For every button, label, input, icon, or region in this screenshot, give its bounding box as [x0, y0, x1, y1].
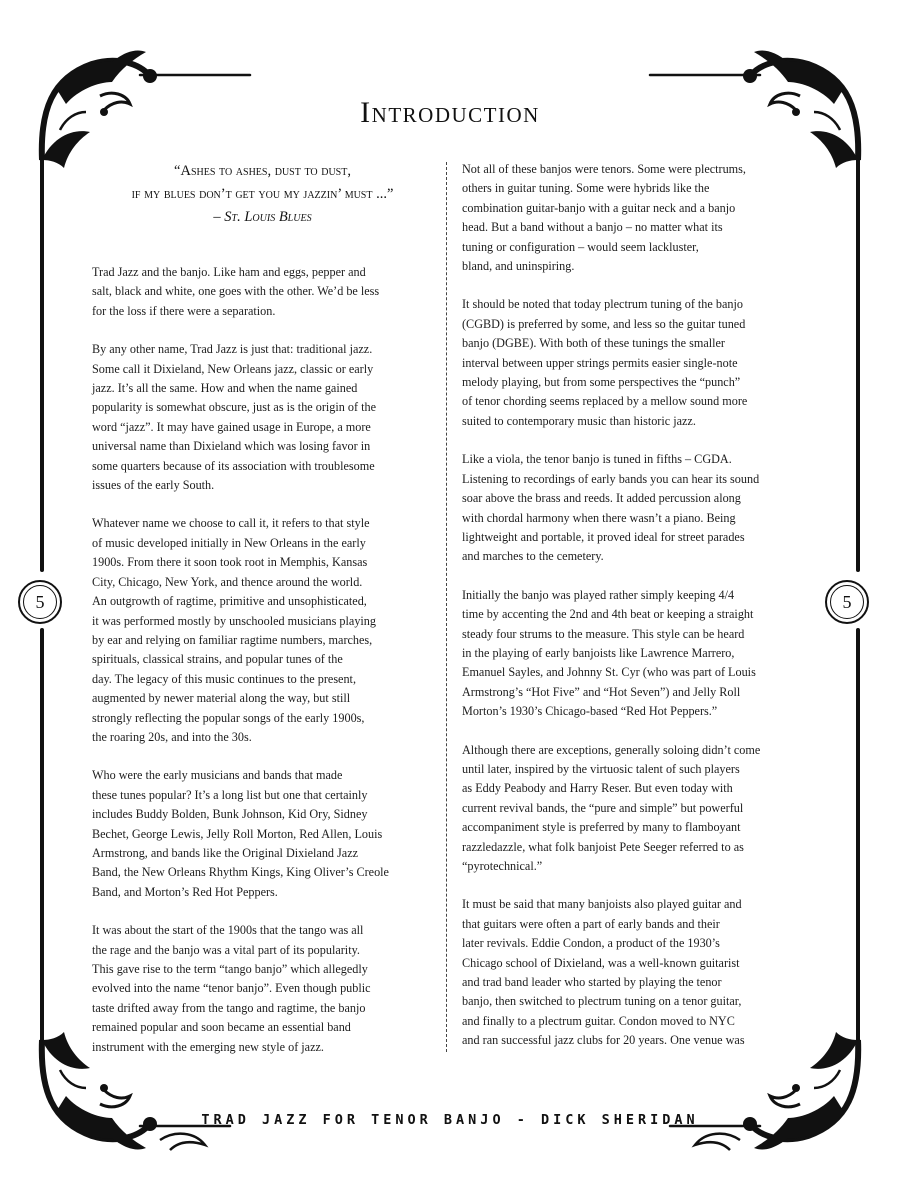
- text-line: razzledazzle, what folk banjoist Pete Seeger referred to as: [462, 839, 744, 854]
- text-line: City, Chicago, New York, and thence around the world.: [92, 574, 363, 589]
- paragraph: [92, 766, 432, 902]
- text-line: universal name than Dixieland which was losing favor in: [92, 439, 371, 454]
- text-line: that guitars were often a part of early bands and their: [462, 916, 720, 931]
- text-line: Band, and Morton’s Red Hot Peppers.: [92, 884, 278, 899]
- text-line: Trad Jazz and the banjo. Like ham and eggs, pepper and: [92, 265, 366, 279]
- text-line: By any other name, Trad Jazz is just that: traditional jazz.: [92, 342, 373, 357]
- text-line: taste drifted away from the tango and ragtime, the banjo: [92, 1000, 366, 1015]
- text-line: spirituals, classical strains, and popular tunes of the: [92, 652, 343, 667]
- text-line: later revivals. Eddie Condon, a product of the 1930’s: [462, 936, 720, 951]
- text-line: in the playing of early banjoists like Lawrence Marrero,: [462, 645, 735, 660]
- paragraph: [92, 921, 432, 1057]
- epigraph-line-1: “Ashes to ashes, dust to dust,: [174, 163, 351, 179]
- text-line: evolved into the name “tenor banjo”. Even though public: [92, 981, 371, 996]
- text-line: word “jazz”. It may have gained usage in Europe, a more: [92, 419, 371, 434]
- text-line: Armstrong, and bands like the Original Dixieland Jazz: [92, 845, 359, 860]
- text-line: as Eddy Peabody and Harry Reser. But even today with: [462, 781, 733, 796]
- text-line: Band, the New Orleans Rhythm Kings, King Oliver’s Creole: [92, 865, 389, 880]
- text-line: Bechet, George Lewis, Jelly Roll Morton, Red Allen, Louis: [92, 826, 383, 841]
- epigraph-source: – St. Louis Blues: [213, 209, 312, 225]
- text-line: remained popular and soon became an essential band: [92, 1020, 351, 1035]
- text-line: and finally to a plectrum guitar. Condon moved to NYC: [462, 1013, 735, 1028]
- text-line: and marches to the cemetery.: [462, 549, 604, 564]
- text-line: for the loss if there were a separation.: [92, 303, 276, 318]
- text-line: until later, inspired by the virtuosic talent of such players: [462, 761, 740, 776]
- text-line: time by accenting the 2nd and 4th beat or keeping a straight: [462, 607, 754, 622]
- text-line: interval between upper strings permits easier single-note: [462, 355, 738, 370]
- text-line: lightweight and portable, it proved ideal for street parades: [462, 529, 745, 544]
- text-line: melody playing, but from some perspectives the “punch”: [462, 375, 741, 390]
- text-line: the rage and the banjo was a vital part of its popularity.: [92, 942, 360, 957]
- text-line: of tenor chording seems replaced by a mellow sound more: [462, 394, 748, 409]
- text-line: Initially the banjo was played rather simply keeping 4/4: [462, 587, 735, 602]
- text-line: popularity is somewhat obscure, just as is the origin of the: [92, 400, 376, 415]
- text-line: suited to contemporary music than historic jazz.: [462, 413, 696, 428]
- paragraph: [92, 263, 432, 321]
- text-line: soar above the brass and reeds. It added percussion along: [462, 491, 741, 506]
- text-line: augmented by newer material along the way, but still: [92, 691, 351, 706]
- page-title: Introduction: [360, 96, 540, 129]
- text-line: strongly reflecting the popular songs of the early 1900s,: [92, 710, 365, 725]
- text-line: It was about the start of the 1900s that the tango was all: [92, 923, 364, 938]
- text-line: bland, and uninspiring.: [462, 259, 575, 274]
- page-number-right: 5: [825, 580, 869, 624]
- text-line: day. The legacy of this music continues to the present,: [92, 671, 356, 686]
- text-line: current revival bands, the “pure and simple” but powerful: [462, 800, 744, 815]
- text-line: This gave rise to the term “tango banjo” which allegedly: [92, 962, 368, 976]
- paragraph: [462, 586, 807, 722]
- text-line: and trad band leader who started by playing the tenor: [462, 975, 722, 990]
- text-line: accompaniment style is preferred by many to flamboyant: [462, 820, 741, 835]
- text-line: jazz. It’s all the same. How and when the name gained: [92, 381, 358, 396]
- text-line: combination guitar-banjo with a guitar neck and a banjo: [462, 200, 736, 215]
- text-line: An outgrowth of ragtime, primitive and unsophisticated,: [92, 594, 367, 609]
- text-line: Who were the early musicians and bands that made: [92, 768, 343, 783]
- text-line: Morton’s 1930’s Chicago-based “Red Hot Peppers.”: [462, 704, 718, 719]
- text-line: of music developed initially in New Orleans in the early: [92, 535, 366, 550]
- text-line: It must be said that many banjoists also played guitar and: [462, 897, 742, 912]
- epigraph-line-2: if my blues don’t get you my jazzin’ must ...”: [131, 186, 394, 202]
- left-text-column: [92, 263, 432, 1076]
- text-line: Like a viola, the tenor banjo is tuned in fifths – CGDA.: [462, 452, 732, 467]
- paragraph: [92, 340, 432, 495]
- text-line: these tunes popular? It’s a long list but one that certainly: [92, 787, 368, 802]
- text-line: steady four strums to the measure. This style can be heard: [462, 626, 745, 641]
- text-line: and ran successful jazz clubs for 20 years. One venue was: [462, 1033, 745, 1048]
- text-line: salt, black and white, one goes with the other. We’d be less: [92, 284, 380, 299]
- text-line: tuning or configuration – would seem lackluster,: [462, 239, 699, 254]
- column-divider: [446, 162, 447, 1052]
- text-line: Although there are exceptions, generally soloing didn’t come: [462, 742, 761, 757]
- text-line: head. But a band without a banjo – no matter what its: [462, 220, 723, 235]
- text-line: Armstrong’s “Hot Five” and “Hot Seven”) and Jelly Roll: [462, 684, 741, 699]
- text-line: banjo, then switched to plectrum tuning on a tenor guitar,: [462, 994, 742, 1009]
- text-line: Some call it Dixieland, New Orleans jazz, classic or early: [92, 361, 374, 376]
- running-footer: TRAD JAZZ FOR TENOR BANJO - DICK SHERIDAN: [201, 1112, 699, 1128]
- text-line: some quarters because of its association with troublesome: [92, 458, 375, 473]
- text-line: issues of the early South.: [92, 478, 215, 493]
- text-line: Emanuel Sayles, and Johnny St. Cyr (who was part of Louis: [462, 665, 756, 680]
- text-line: banjo (DGBE). With both of these tunings the smaller: [462, 336, 725, 351]
- epigraph: [90, 160, 435, 229]
- text-line: Whatever name we choose to call it, it refers to that style: [92, 516, 370, 531]
- paragraph: [462, 160, 807, 276]
- text-line: others in guitar tuning. Some were hybrids like the: [462, 181, 710, 196]
- text-line: it was performed mostly by unschooled musicians playing: [92, 613, 376, 628]
- right-text-column: [462, 160, 807, 1070]
- text-line: by ear and relying on familiar ragtime numbers, marches,: [92, 632, 373, 647]
- page-number-left: 5: [18, 580, 62, 624]
- paragraph: [462, 450, 807, 566]
- text-line: Chicago school of Dixieland, was a well-known guitarist: [462, 955, 740, 970]
- paragraph: [92, 514, 432, 747]
- paragraph: [462, 741, 807, 877]
- text-line: Not all of these banjos were tenors. Some were plectrums,: [462, 162, 746, 176]
- text-line: includes Buddy Bolden, Bunk Johnson, Kid Ory, Sidney: [92, 807, 368, 822]
- paragraph: [462, 895, 807, 1050]
- text-line: instrument with the emerging new style of jazz.: [92, 1039, 324, 1054]
- text-line: (CGBD) is preferred by some, and less so the guitar tuned: [462, 316, 746, 331]
- text-line: Listening to recordings of early bands you can hear its sound: [462, 471, 760, 486]
- text-line: with chordal harmony when there wasn’t a piano. Being: [462, 510, 736, 525]
- text-line: 1900s. From there it soon took root in Memphis, Kansas: [92, 555, 368, 570]
- paragraph: [462, 295, 807, 431]
- text-line: the roaring 20s, and into the 30s.: [92, 729, 252, 744]
- text-line: “pyrotechnical.”: [462, 859, 543, 873]
- text-line: It should be noted that today plectrum tuning of the banjo: [462, 297, 743, 312]
